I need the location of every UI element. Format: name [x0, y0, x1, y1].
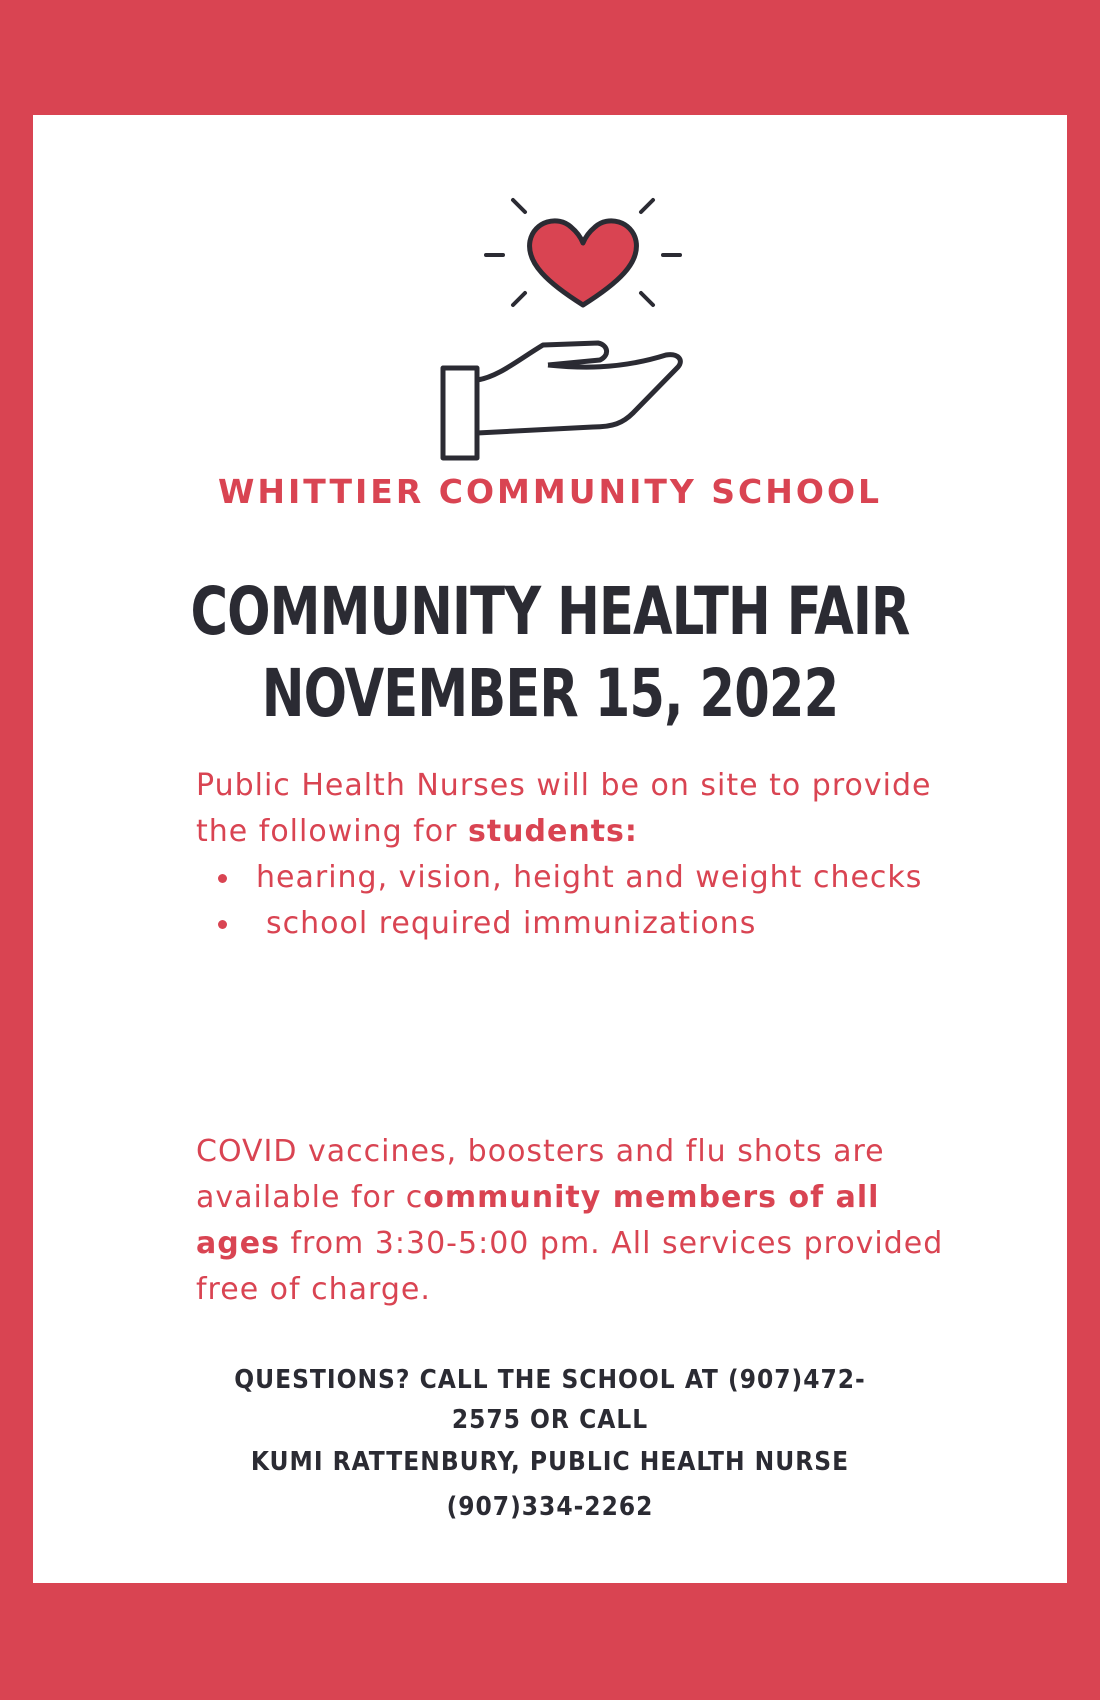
list-item: hearing, vision, height and weight checks — [196, 855, 956, 901]
community-text-before: COVID vaccines, boosters and flu shots are available for c — [196, 1134, 885, 1215]
contact-nurse-phone: (907)334-2262 — [446, 1492, 654, 1522]
students-intro-text: Public Health Nurses will be on site to provide the following for — [196, 768, 932, 849]
flyer-card — [33, 115, 1067, 1583]
list-item: school required immunizations — [196, 901, 956, 947]
community-text-after: from 3:30-5:00 pm. All services provided free of charge. — [196, 1226, 944, 1307]
heart-icon — [530, 221, 637, 305]
student-services-list — [196, 855, 956, 947]
contact-nurse: KUMI RATTENBURY, PUBLIC HEALTH NURSE — [250, 1447, 850, 1477]
contact-line-1: QUESTIONS? CALL THE SCHOOL AT (907)472-2575 OR CALL — [234, 1365, 866, 1435]
community-text-bold: ommunity members of all ages — [196, 1180, 880, 1261]
heart-in-hand-icon — [428, 155, 738, 475]
students-intro-bold: students: — [467, 814, 638, 849]
school-name: WHITTIER COMMUNITY SCHOOL — [217, 472, 883, 511]
contact-questions — [33, 1360, 1067, 1440]
event-title: COMMUNITY HEALTH FAIR — [190, 573, 910, 650]
students-intro — [196, 763, 956, 855]
community-info — [196, 1129, 956, 1313]
event-date: NOVEMBER 15, 2022 — [261, 655, 839, 732]
hand-icon — [443, 343, 680, 458]
